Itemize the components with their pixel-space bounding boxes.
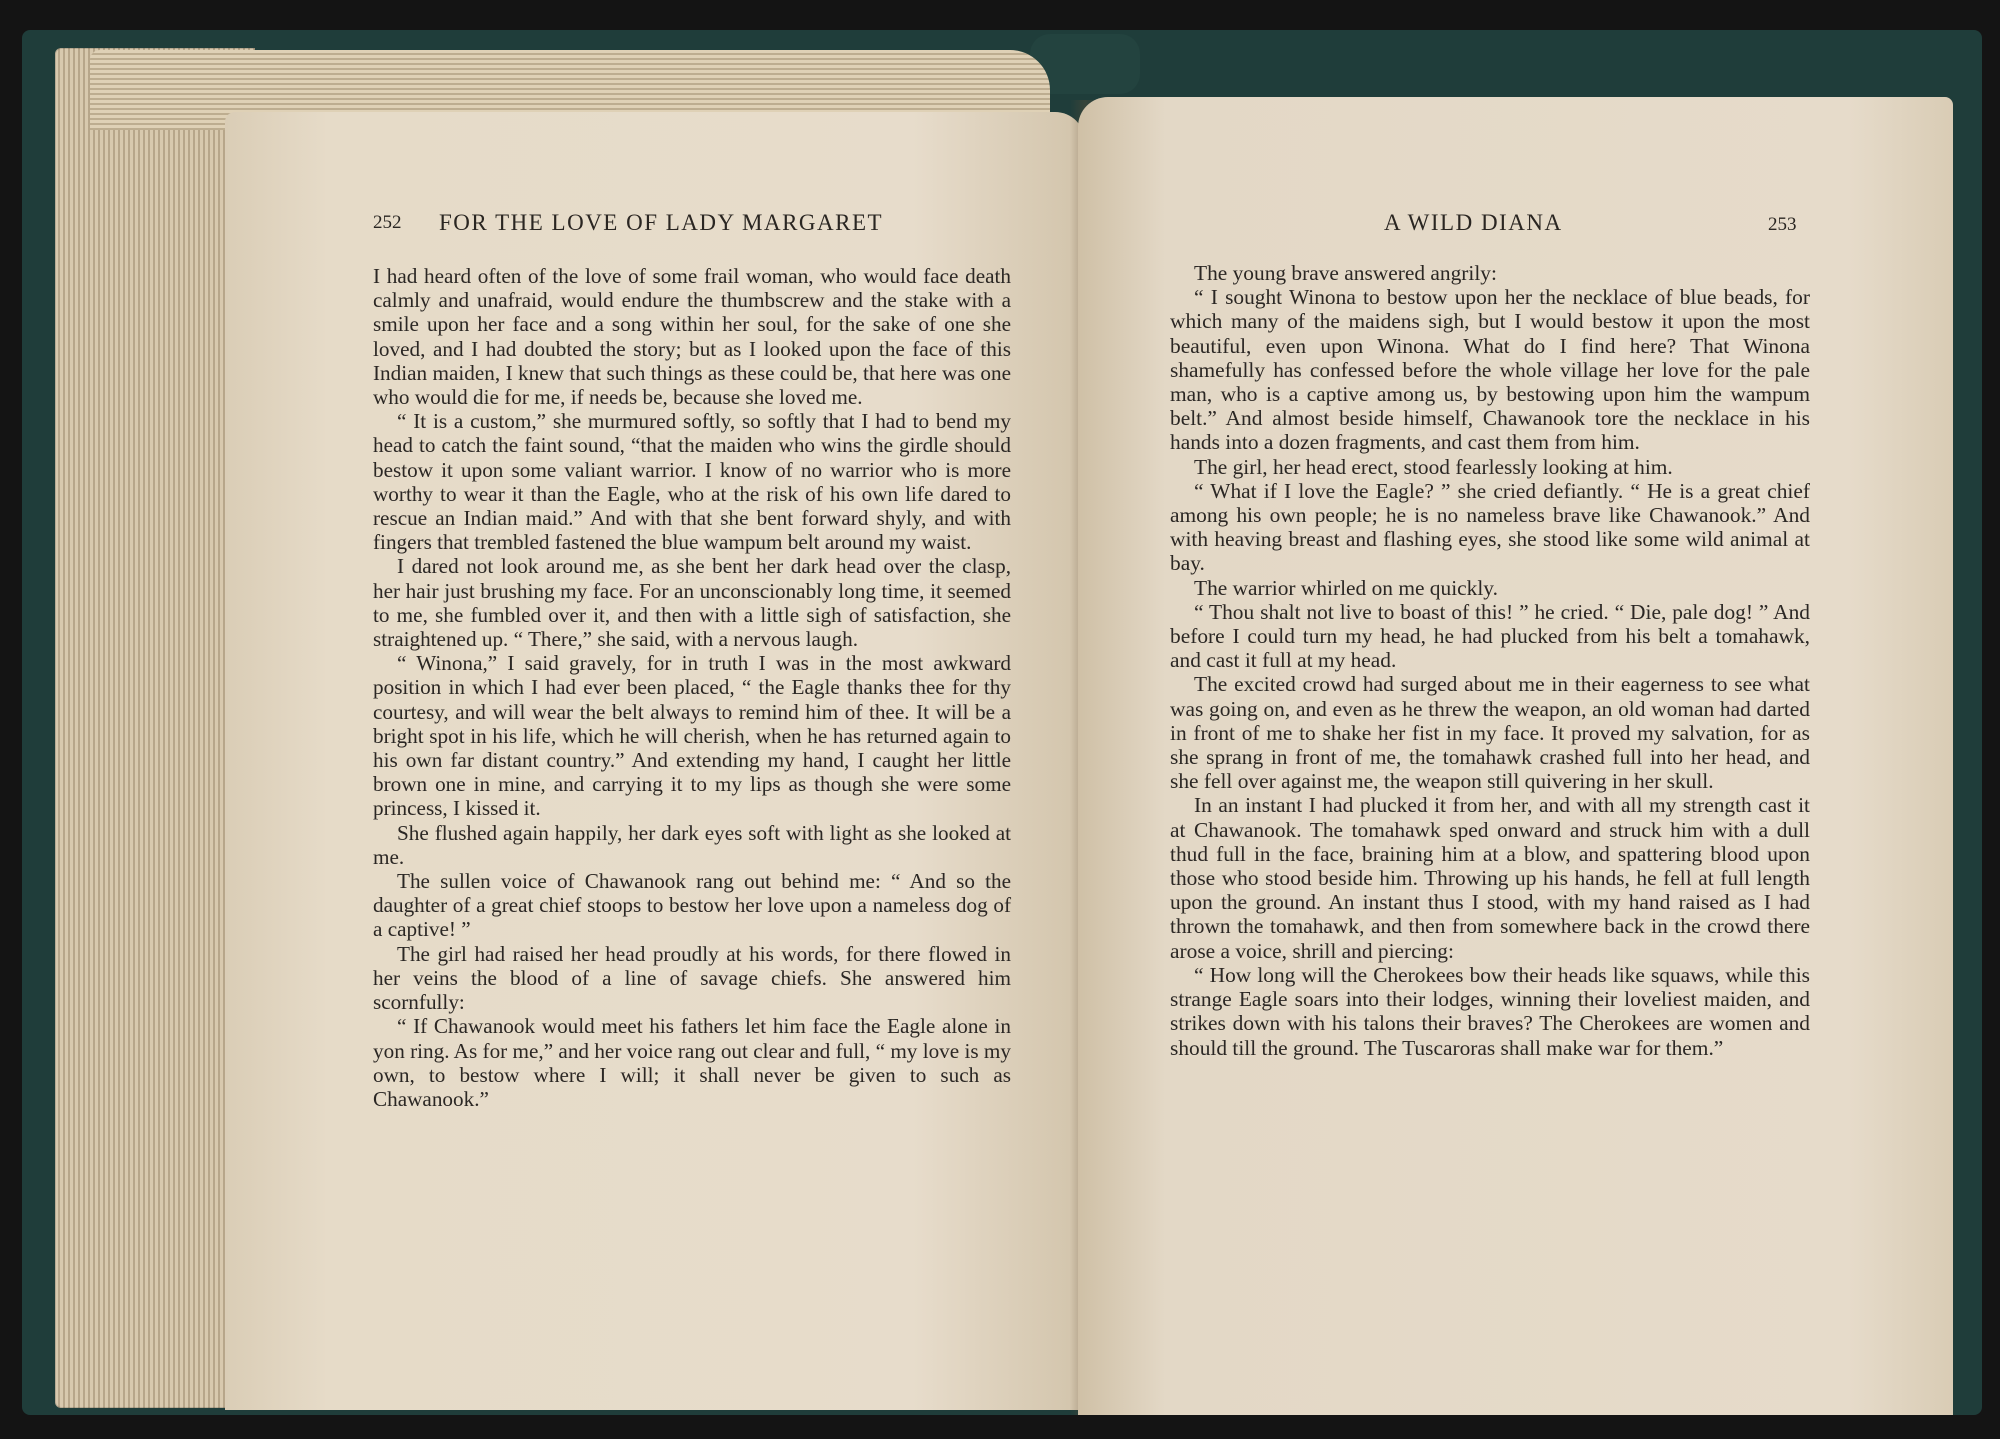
paragraph: “ How long will the Cherokees bow their heads like squaws, while this strange Eagle soars into their lodges, winning their loveliest maiden, and strikes down with his talons their braves? The Cherokees are women and should till the ground. The Tuscaroras shall make war for them.” [1170, 962, 1810, 1060]
paragraph: The warrior whirled on me quickly. [1194, 575, 1498, 600]
left-page [225, 112, 1085, 1410]
paragraph: In an instant I had plucked it from her, and with all my strength cast it at Chawanook. The tomahawk sped onward and struck him with a dull thud full in the face, braining him at a blow, and spattering blood upon those who stood beside him. Throwing up his hands, he fell at full length upon the ground. An instant thus I stood, with my hand raised as I had thrown the tomahawk, and then from somewhere back in the crowd there arose a voice, shrill and piercing: [1170, 793, 1810, 963]
paragraph: She flushed again happily, her dark eyes soft with light as she looked at me. [373, 820, 1011, 869]
right-page [1078, 97, 1953, 1415]
left-page-text [373, 264, 1011, 1111]
paragraph: The girl, her head erect, stood fearlessly looking at him. [1194, 454, 1673, 479]
left-running-head: FOR THE LOVE OF LADY MARGARET [439, 210, 884, 235]
paragraph: The sullen voice of Chawanook rang out behind me: “ And so the daughter of a great chief stoops to bestow her love upon a nameless dog of a captive! ” [373, 869, 1011, 942]
paragraph: “ I sought Winona to bestow upon her the necklace of blue beads, for which many of the maidens sigh, but I would bestow it upon the most beautiful, even upon Winona. What do I find here? That Winona shamefully has confessed before the whole village her love for the pale man, who is a captive among us, by bestowing upon him the wampum belt.” And almost beside himself, Chawanook tore the necklace in his hands into a dozen fragments, and cast them from him. [1170, 285, 1810, 455]
right-page-text [1170, 261, 1810, 1060]
paragraph: The excited crowd had surged about me in their eagerness to see what was going on, and even as he threw the weapon, an old woman had darted in front of me to shake her fist in my face. It proved my salvation, for as she sprang in front of me, the tomahawk crashed full into her head, and she fell over against me, the weapon still quivering in her skull. [1170, 672, 1810, 794]
paragraph: I dared not look around me, as she bent her dark head over the clasp, her hair just brushing my face. For an unconscionably long time, it seemed to me, she fumbled over it, and then with a little sigh of satisfaction, she straightened up. “ There,” she said, with a nervous laugh. [373, 554, 1011, 652]
right-page-number: 253 [1768, 214, 1797, 235]
paragraph: The young brave answered angrily: [1194, 261, 1497, 285]
left-page-number: 252 [373, 212, 402, 233]
paragraph: “ It is a custom,” she murmured softly, so softly that I had to bend my head to catch the faint sound, “that the maiden who wins the girdle should bestow it upon some valiant warrior. I know of no warrior who is more worthy to wear it than the Eagle, who at the risk of his own life dared to rescue an Indian maid.” And with that she bent forward shyly, and with fingers that trembled fastened the blue wampum belt around my waist. [373, 409, 1011, 555]
paragraph: The girl had raised her head proudly at his words, for there flowed in her veins the blood of a line of savage chiefs. She answered him scornfully: [373, 941, 1011, 1015]
paragraph: “ Winona,” I said gravely, for in truth I was in the most awkward position in which I had ever been placed, “ the Eagle thanks thee for thy courtesy, and will wear the belt always to remind him of thee. It will be a bright spot in his life, which he will cherish, when he has returned again to his own far distant country.” And extending my hand, I caught her little brown one in mine, and carrying it to my lips as though she were some princess, I kissed it. [373, 651, 1011, 821]
right-running-head: A WILD DIANA [1384, 210, 1563, 235]
paragraph: “ What if I love the Eagle? ” she cried defiantly. “ He is a great chief among his own people; he is no nameless brave like Chawanook.” And with heaving breast and flashing eyes, she stood like some wild animal at bay. [1170, 478, 1810, 576]
paragraph: I had heard often of the love of some frail woman, who would face death calmly and unafraid, would endure the thumbscrew and the stake with a smile upon her face and a song within her soul, for the sake of one she loved, and I had doubted the story; but as I looked upon the face of this Indian maiden, I knew that such things as these could be, that here was one who would die for me, if needs be, because she loved me. [373, 264, 1011, 410]
paragraph: “ If Chawanook would meet his fathers let him face the Eagle alone in yon ring. As for me,” and her voice rang out clear and full, “ my love is my own, to bestow where I will; it shall never be given to such as Chawanook.” [373, 1014, 1011, 1111]
paragraph: “ Thou shalt not live to boast of this! ” he cried. “ Die, pale dog! ” And before I could turn my head, he had plucked from his belt a tomahawk, and cast it full at my head. [1170, 599, 1810, 673]
